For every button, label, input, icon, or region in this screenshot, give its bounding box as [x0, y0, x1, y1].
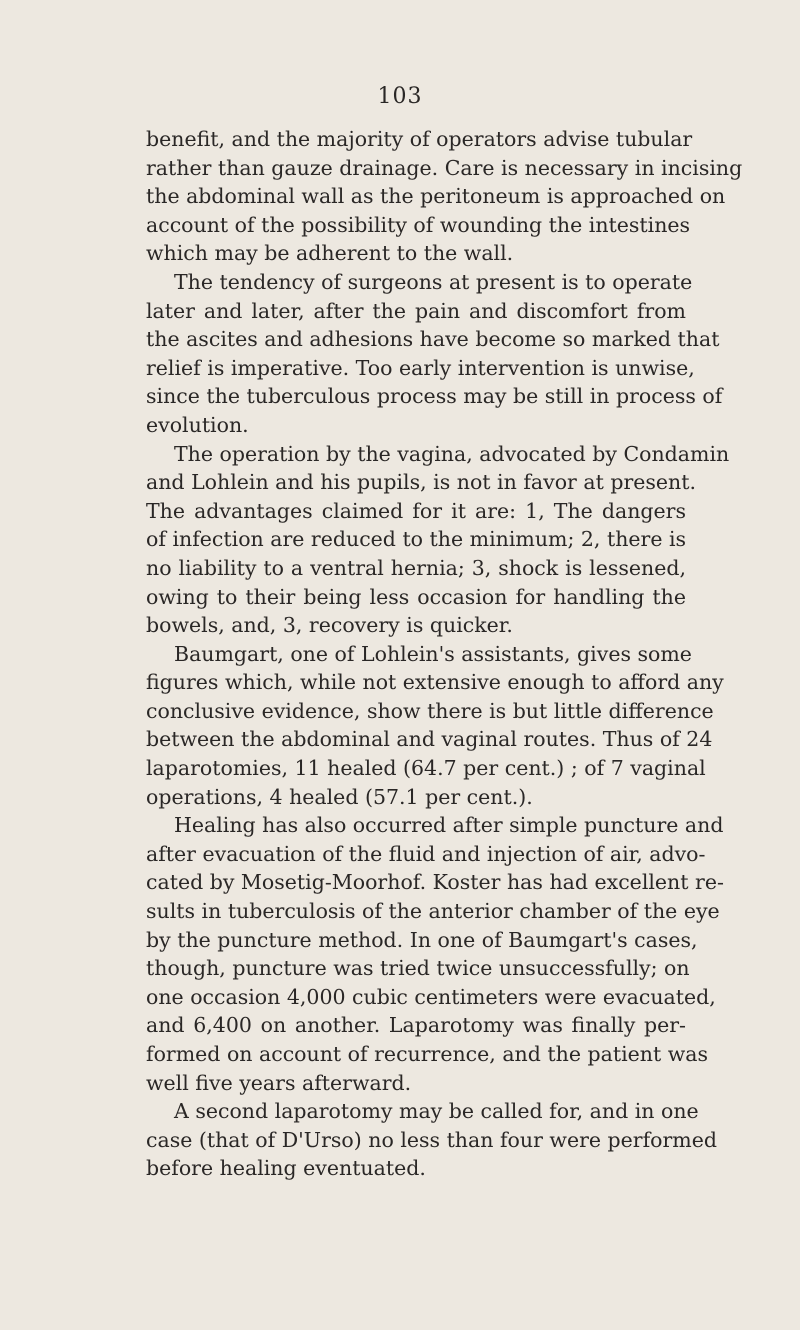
text-line: since the tuberculous process may be still in process of: [146, 384, 723, 409]
text-line: one occasion 4,000 cubic centimeters were evacuated,: [146, 984, 716, 1009]
text-line: The tendency of surgeons at present is to operate: [174, 269, 693, 294]
text-line: by the puncture method. In one of Baumgart's cases,: [146, 927, 698, 952]
text-line: of infection are reduced to the minimum; 2, there is: [146, 527, 687, 552]
text-line: well five years afterward.: [146, 1070, 412, 1095]
text-line: between the abdominal and vaginal routes. Thus of 24: [146, 727, 713, 752]
text-line: after evacuation of the fluid and injection of air, advo-: [146, 841, 706, 866]
text-line: later and later, after the pain and discomfort from: [146, 298, 686, 323]
page-number: 103: [377, 84, 423, 109]
text-line: cated by Mosetig-Moorhof. Koster has had excellent re-: [146, 870, 724, 895]
body-text: [146, 125, 743, 1183]
text-line: evolution.: [146, 412, 249, 437]
text-line: bowels, and, 3, recovery is quicker.: [146, 613, 513, 638]
text-line: rather than gauze drainage. Care is necessary in incising: [146, 155, 743, 180]
text-line: though, puncture was tried twice unsuccessfully; on: [146, 956, 690, 981]
text-line: the abdominal wall as the peritoneum is approached on: [146, 184, 726, 209]
text-line: laparotomies, 11 healed (64.7 per cent.) ; of 7 vaginal: [146, 756, 706, 781]
text-line: benefit, and the majority of operators advise tubular: [146, 127, 693, 151]
text-line: account of the possibility of wounding the intestines: [146, 212, 691, 237]
text-line: which may be adherent to the wall.: [146, 241, 514, 266]
text-line: The operation by the vagina, advocated by Condamin: [174, 441, 730, 466]
text-line: case (that of D'Urso) no less than four were performed: [146, 1127, 717, 1152]
text-line: operations, 4 healed (57.1 per cent.).: [146, 784, 533, 809]
text-line: A second laparotomy may be called for, and in one: [174, 1099, 699, 1124]
text-line: before healing eventuated.: [146, 1156, 426, 1181]
text-line: formed on account of recurrence, and the patient was: [146, 1042, 708, 1066]
text-line: figures which, while not extensive enough to afford any: [146, 670, 724, 695]
text-line: and 6,400 on another. Laparotomy was finally per-: [146, 1013, 686, 1038]
text-line: and Lohlein and his pupils, is not in favor at present.: [146, 470, 697, 495]
text-line: the ascites and adhesions have become so marked that: [146, 327, 720, 352]
text-line: The advantages claimed for it are: 1, The dangers: [146, 498, 686, 523]
text-line: Healing has also occurred after simple puncture and: [174, 813, 724, 838]
text-line: Baumgart, one of Lohlein's assistants, gives some: [174, 641, 692, 666]
text-line: sults in tuberculosis of the anterior chamber of the eye: [146, 899, 720, 924]
text-line: conclusive evidence, show there is but little difference: [146, 698, 714, 723]
text-line: owing to their being less occasion for handling the: [146, 584, 686, 609]
text-line: relief is imperative. Too early intervention is unwise,: [146, 355, 695, 380]
text-line: no liability to a ventral hernia; 3, shock is lessened,: [146, 555, 686, 580]
